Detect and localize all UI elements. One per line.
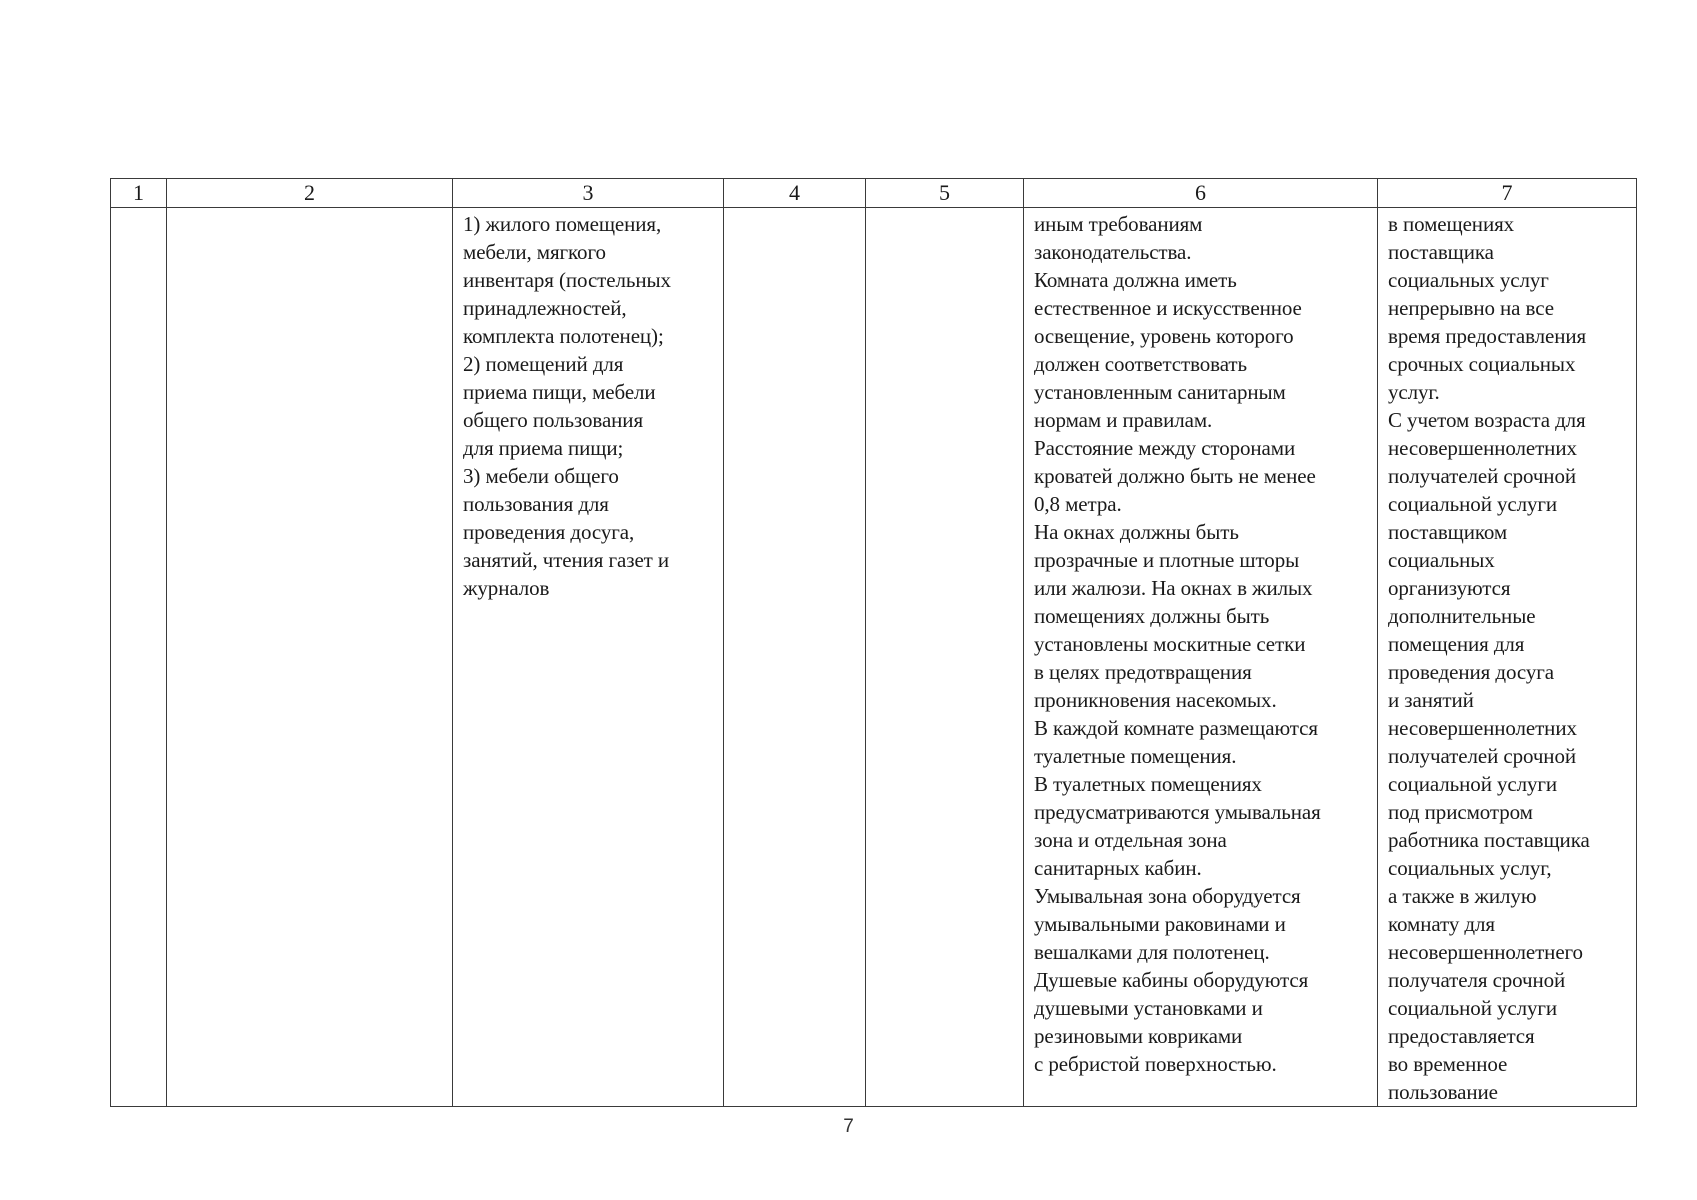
column-header-5: 5 [866, 179, 1024, 208]
column-header-4: 4 [724, 179, 866, 208]
page-number: 7 [843, 1116, 854, 1137]
cell-col-5 [866, 208, 1024, 1107]
cell-col-6-text: иным требованиям законодательства. Комната должна иметь естественное и искусственное освещение, уровень которого должен соответствовать установленным санитарным нормам и правилам. Расстояние между сторонами кроватей должно быть не менее 0,8 метра. На окнах должны быть прозрачные и плотные шторы или жалюзи. На окнах в жилых помещениях должны быть установлены москитные сетки в целях предотвращения проникновения насекомых. В каждой комнате размещаются туалетные помещения. В туалетных помещениях предусматриваются умывальная зона и отдельная зона санитарных кабин. Умывальная зона оборудуется умывальными раковинами и вешалками для полотенец. Душевые кабины оборудуются душевыми установками и резиновыми ковриками с ребристой поверхностью. [1034, 212, 1321, 1076]
cell-col-6 [1024, 208, 1378, 1107]
cell-col-1-text [111, 208, 166, 210]
column-header-3: 3 [453, 179, 724, 208]
cell-col-2-text [167, 208, 452, 210]
cell-col-3 [453, 208, 724, 1107]
column-header-6: 6 [1024, 179, 1378, 208]
cell-col-2 [167, 208, 453, 1107]
cell-col-3-text: 1) жилого помещения, мебели, мягкого инвентаря (постельных принадлежностей, комплекта полотенец); 2) помещений для приема пищи, мебели общего пользования для приема пищи; 3) мебели общего пользования для проведения досуга, занятий, чтения газет и журналов [463, 212, 671, 600]
column-header-7: 7 [1378, 179, 1637, 208]
column-header-1: 1 [111, 179, 167, 208]
cell-col-4 [724, 208, 866, 1107]
cell-col-1 [111, 208, 167, 1107]
cell-col-7 [1378, 208, 1637, 1107]
requirements-table [110, 178, 1637, 1107]
header-row [111, 179, 1637, 208]
column-header-2: 2 [167, 179, 453, 208]
cell-col-7-text: в помещениях поставщика социальных услуг непрерывно на все время предоставления срочных социальных услуг. С учетом возраста для несовершеннолетних получателей срочной социальной услуги поставщиком социальных организуются дополнительные помещения для проведения досуга и занятий несовершеннолетних получателей срочной социальной услуги под присмотром работника поставщика социальных услуг, а также в жилую комнату для несовершеннолетнего получателя срочной социальной услуги предоставляется во временное пользование [1388, 212, 1590, 1104]
cell-col-4-text [724, 208, 865, 210]
table-row [111, 208, 1637, 1107]
cell-col-5-text [866, 208, 1023, 210]
